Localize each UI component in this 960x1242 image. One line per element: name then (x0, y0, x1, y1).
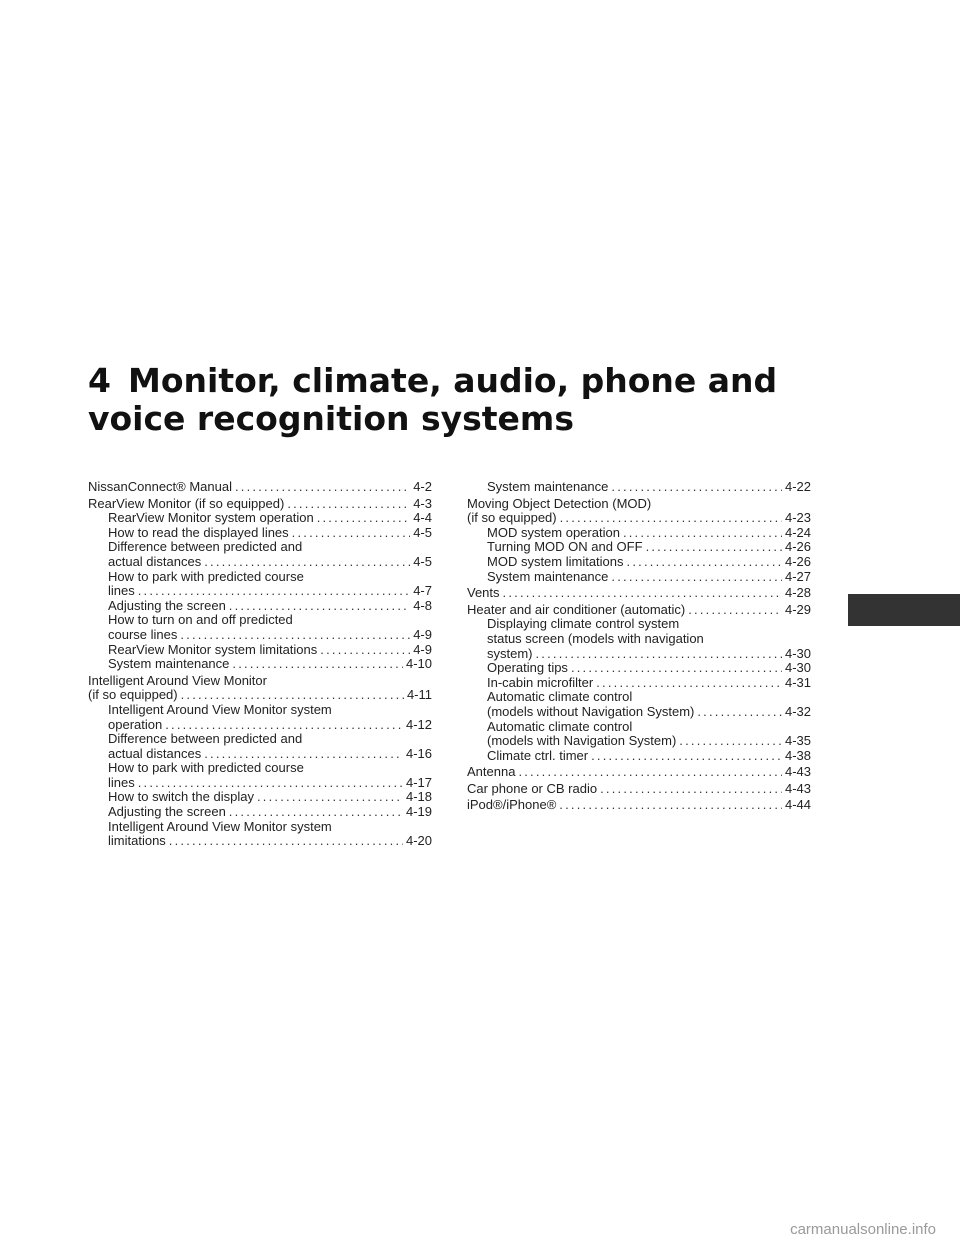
toc-entry-page: 4-24 (784, 524, 811, 540)
chapter-number: 4 (88, 361, 111, 400)
toc-entry-page: 4-30 (784, 645, 811, 661)
toc-entry-label: How to park with predicted course (108, 760, 304, 776)
toc-entry-page: 4-26 (784, 539, 811, 555)
toc-dot-leader (232, 657, 403, 672)
toc-entry-page: 4-31 (784, 674, 811, 690)
toc-entry-label: Difference between predicted and (108, 539, 303, 555)
toc-entry[interactable] (88, 570, 432, 585)
toc-entry-label: Operating tips (487, 660, 568, 676)
toc-dot-leader (165, 718, 403, 733)
toc-dot-leader (229, 805, 403, 820)
toc-entry[interactable] (88, 688, 432, 703)
toc-dot-leader (320, 643, 410, 658)
toc-dot-leader (181, 688, 404, 703)
toc-entry-label: Adjusting the screen (108, 597, 226, 613)
toc-dot-leader (229, 599, 410, 614)
toc-entry[interactable] (88, 540, 432, 555)
toc-entry[interactable] (467, 690, 811, 705)
toc-entry[interactable] (88, 480, 432, 495)
toc-right-column (467, 480, 811, 813)
watermark: carmanualsonline.info (790, 1221, 936, 1238)
toc-entry[interactable] (467, 798, 811, 813)
chapter-title-line-2: voice recognition systems (88, 399, 574, 438)
toc-entry-page: 4-38 (784, 747, 811, 763)
toc-entry-page: 4-30 (784, 660, 811, 676)
toc-dot-leader (204, 555, 410, 570)
toc-entry-label: limitations (108, 833, 166, 849)
toc-entry-label: System maintenance (487, 568, 609, 584)
toc-entry[interactable] (467, 540, 811, 555)
toc-entry-label: Intelligent Around View Monitor system (108, 701, 332, 717)
toc-entry-page: 4-5 (413, 553, 432, 569)
toc-entry[interactable] (88, 718, 432, 733)
toc-entry-label: iPod®/iPhone® (467, 797, 557, 813)
toc-entry-label: (if so equipped) (88, 687, 178, 703)
toc-dot-leader (571, 661, 782, 676)
toc-entry[interactable] (467, 734, 811, 749)
toc-entry-label: Automatic climate control (487, 718, 633, 734)
toc-entry-label: RearView Monitor system operation (108, 510, 314, 526)
toc-dot-leader (536, 647, 782, 662)
toc-entry[interactable] (88, 526, 432, 541)
toc-entry[interactable] (467, 705, 811, 720)
toc-entry[interactable] (467, 720, 811, 735)
toc-entry-label: System maintenance (487, 479, 609, 494)
toc-entry[interactable] (88, 511, 432, 526)
toc-entry-label: (models without Navigation System) (487, 703, 695, 719)
toc-dot-leader (138, 776, 403, 791)
toc-entry[interactable] (88, 657, 432, 672)
toc-entry-label: Displaying climate control system (487, 616, 680, 632)
toc-entry-page: 4-18 (405, 789, 432, 805)
toc-entry-page: 4-27 (784, 568, 811, 584)
toc-entry[interactable] (467, 555, 811, 570)
toc-dot-leader (559, 798, 782, 813)
toc-entry-label: Heater and air conditioner (automatic) (467, 601, 686, 617)
toc-dot-leader (518, 765, 782, 780)
toc-dot-leader (257, 790, 403, 805)
toc-entry[interactable] (88, 497, 432, 512)
toc-entry-label: In-cabin microfilter (487, 674, 594, 690)
toc-entry[interactable] (467, 617, 811, 632)
toc-entry-label: RearView Monitor (if so equipped) (88, 495, 285, 511)
toc-entry[interactable] (467, 632, 811, 647)
toc-dot-leader (292, 526, 411, 541)
toc-entry[interactable] (467, 749, 811, 764)
toc-entry[interactable] (88, 761, 432, 776)
toc-entry-label: actual distances (108, 553, 202, 569)
toc-entry[interactable] (88, 747, 432, 762)
toc-entry-page: 4-29 (784, 601, 811, 617)
toc-dot-leader (591, 749, 782, 764)
toc-entry-page: 4-17 (405, 774, 432, 790)
toc-entry[interactable] (467, 603, 811, 618)
toc-entry-page: 4-22 (784, 479, 811, 494)
toc-dot-leader (560, 511, 782, 526)
toc-dot-leader (503, 586, 782, 601)
toc-entry-label: Automatic climate control (487, 689, 633, 705)
chapter-title-text-1: Monitor, climate, audio, phone and (128, 361, 778, 400)
toc-entry[interactable] (88, 555, 432, 570)
toc-entry-page: 4-3 (413, 495, 432, 511)
toc-entry-label: MOD system operation (487, 524, 620, 540)
chapter-title-line-1 (88, 362, 908, 400)
chapter-tab-marker (848, 594, 960, 626)
toc-entry[interactable] (467, 782, 811, 797)
toc-entry-label: lines (108, 774, 135, 790)
toc-entry-label: (models with Navigation System) (487, 733, 677, 749)
toc-entry-label: How to switch the display (108, 789, 254, 805)
toc-entry-label: Turning MOD ON and OFF (487, 539, 643, 555)
toc-entry-page: 4-16 (405, 745, 432, 761)
toc-entry[interactable] (88, 674, 432, 689)
toc-entry-label: system) (487, 645, 533, 661)
toc-entry-page: 4-43 (784, 764, 811, 780)
toc-entry[interactable] (88, 613, 432, 628)
toc-dot-leader (180, 628, 410, 643)
toc-dot-leader (600, 782, 782, 797)
toc-entry[interactable] (467, 480, 811, 495)
toc-dot-leader (235, 480, 410, 495)
toc-entry-label: NissanConnect® Manual (88, 479, 232, 494)
toc-entry-label: (if so equipped) (467, 510, 557, 526)
toc-dot-leader (138, 584, 410, 599)
toc-entry[interactable] (467, 676, 811, 691)
toc-entry-page: 4-12 (405, 716, 432, 732)
toc-entry[interactable] (88, 584, 432, 599)
toc-entry-page: 4-32 (784, 703, 811, 719)
toc-dot-leader (611, 480, 782, 495)
toc-entry-label: Climate ctrl. timer (487, 747, 589, 763)
toc-entry[interactable] (88, 834, 432, 849)
toc-dot-leader (688, 603, 782, 618)
toc-entry-label: RearView Monitor system limitations (108, 641, 318, 657)
toc-entry-page: 4-35 (784, 733, 811, 749)
toc-entry-page: 4-4 (413, 510, 432, 526)
toc-entry[interactable] (467, 647, 811, 662)
chapter-title (88, 362, 908, 438)
toc-entry-page: 4-43 (784, 780, 811, 796)
toc-entry-page: 4-28 (784, 585, 811, 601)
toc-dot-leader (596, 676, 782, 691)
toc-entry-label: How to park with predicted course (108, 568, 304, 584)
toc-entry-label: Vents (467, 585, 500, 601)
toc-entry-page: 4-7 (413, 583, 432, 599)
toc-entry[interactable] (467, 526, 811, 541)
toc-entry-label: Antenna (467, 764, 516, 780)
toc-entry-page: 4-8 (413, 597, 432, 613)
toc-entry-label: How to read the displayed lines (108, 524, 289, 540)
toc-entry-label: operation (108, 716, 163, 732)
toc-dot-leader (679, 734, 782, 749)
toc-entry-label: System maintenance (108, 656, 230, 672)
toc-entry-label: Intelligent Around View Monitor (88, 672, 267, 688)
toc-entry[interactable] (88, 776, 432, 791)
toc-entry-page: 4-10 (405, 656, 432, 672)
toc-entry[interactable] (467, 511, 811, 526)
toc-entry-page: 4-9 (413, 641, 432, 657)
toc-entry-page: 4-26 (784, 553, 811, 569)
toc-entry-label: Car phone or CB radio (467, 780, 598, 796)
toc-entry[interactable] (467, 586, 811, 601)
toc-entry-page: 4-44 (784, 797, 811, 813)
toc-entry-page: 4-9 (413, 626, 432, 642)
toc-dot-leader (287, 497, 410, 512)
toc-entry-label: actual distances (108, 745, 202, 761)
toc-entry-label: Adjusting the screen (108, 804, 226, 820)
toc-dot-leader (697, 705, 782, 720)
toc-entry-page: 4-23 (784, 510, 811, 526)
toc-entry-label: Difference between predicted and (108, 731, 303, 747)
toc-entry[interactable] (88, 790, 432, 805)
toc-entry[interactable] (88, 703, 432, 718)
toc-entry-page: 4-20 (405, 833, 432, 849)
toc-dot-leader (623, 526, 782, 541)
toc-entry-label: Moving Object Detection (MOD) (467, 495, 652, 511)
toc-entry[interactable] (88, 628, 432, 643)
toc-entry-page: 4-2 (413, 479, 432, 494)
toc-dot-leader (317, 511, 411, 526)
toc-entry-label: course lines (108, 626, 178, 642)
toc-dot-leader (169, 834, 403, 849)
toc-dot-leader (627, 555, 782, 570)
toc-entry-page: 4-5 (413, 524, 432, 540)
toc-left-column (88, 480, 432, 849)
toc-entry[interactable] (88, 805, 432, 820)
toc-entry-page: 4-19 (405, 804, 432, 820)
toc-entry[interactable] (88, 643, 432, 658)
toc-entry[interactable] (88, 732, 432, 747)
toc-entry-label: lines (108, 583, 135, 599)
toc-entry[interactable] (467, 661, 811, 676)
toc-dot-leader (646, 540, 782, 555)
toc-entry[interactable] (467, 570, 811, 585)
toc-dot-leader (611, 570, 782, 585)
toc-entry-page: 4-11 (406, 687, 432, 703)
toc-entry-label: How to turn on and off predicted (108, 612, 293, 628)
toc-entry[interactable] (467, 497, 811, 512)
toc-entry-label: Intelligent Around View Monitor system (108, 818, 332, 834)
toc-dot-leader (204, 747, 403, 762)
toc-entry[interactable] (88, 820, 432, 835)
toc-entry[interactable] (88, 599, 432, 614)
toc-entry[interactable] (467, 765, 811, 780)
toc-entry-label: status screen (models with navigation (487, 630, 704, 646)
toc-entry-label: MOD system limitations (487, 553, 624, 569)
